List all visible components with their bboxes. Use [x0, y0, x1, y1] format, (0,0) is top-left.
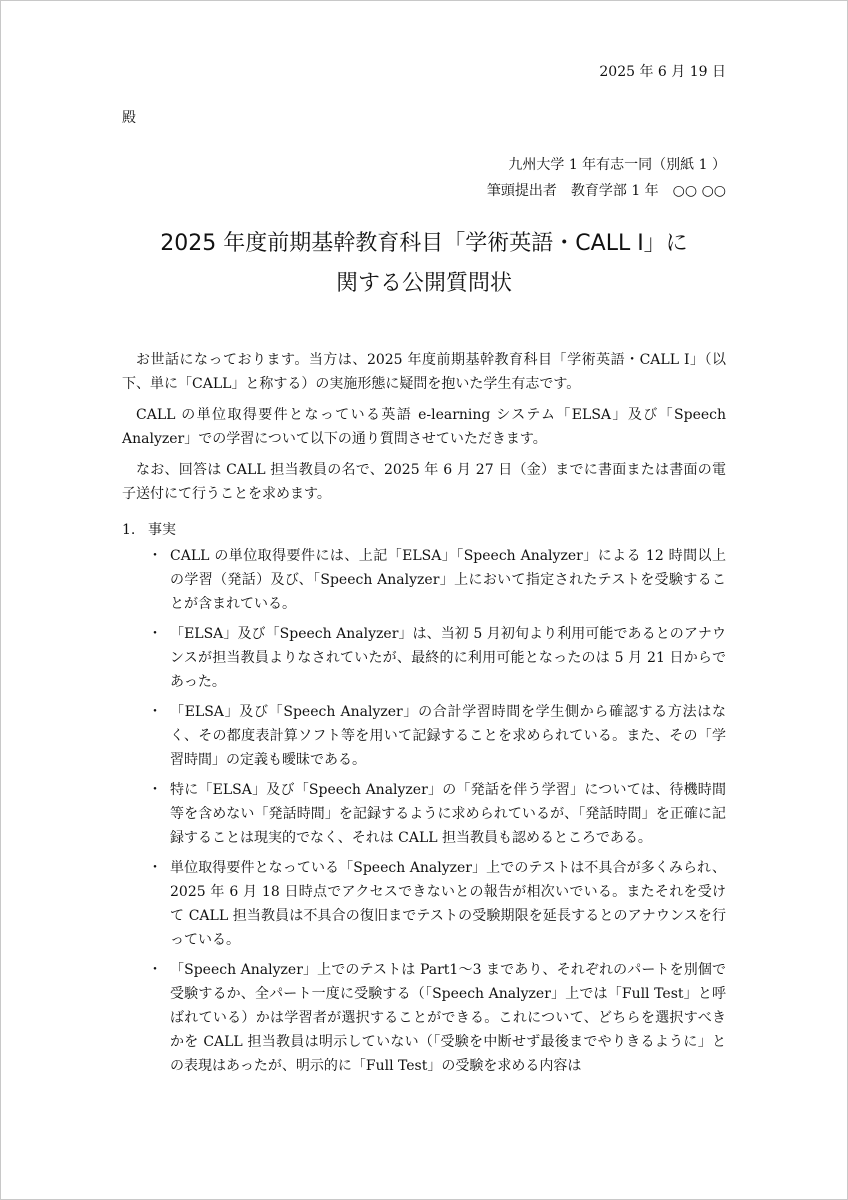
title-line-1: 2025 年度前期基幹教育科目「学術英語・CALL Ⅰ」に [160, 231, 688, 256]
section-number: 1. [122, 522, 136, 538]
document-date: 2025 年 6 月 19 日 [599, 64, 726, 80]
list-item [148, 856, 726, 952]
list-item [148, 778, 726, 850]
list-item-text: 単位取得要件となっている「Speech Analyzer」上でのテストは不具合が多くみられ、2025 年 6 月 18 日時点でアクセスできないとの報告が相次いでいる。またそれを受けて CALL 担当教員は不具合の復旧までテストの受験期限を延長するとのアナウンスを行っている。 [170, 860, 726, 948]
list-item-text: 「Speech Analyzer」上でのテストは Part1〜3 まであり、それぞれのパートを別個で受験するか、全パート一度に受験する（「Speech Analyzer」上では「Full Test」と呼ばれている）かは学習者が選択することができる。これについて、どちらを選択すべきかを CALL 担当教員は明示していない（「受験を中断せず最後までやりきるように」との表現はあったが、明示的に「Full Test」の受験を求める内容は [170, 962, 726, 1074]
list-item-text: 「ELSA」及び「Speech Analyzer」の合計学習時間を学生側から確認する方法はなく、その都度表計算ソフト等を用いて記録することを求められている。また、その「学習時間」の定義も曖昧である。 [170, 704, 726, 768]
document [122, 56, 726, 1084]
list-item [148, 544, 726, 616]
paragraph-intro: お世話になっております。当方は、2025 年度前期基幹教育科目「学術英語・CALL Ⅰ」（以下、単に「CALL」と称する）の実施形態に疑問を抱いた学生有志です。 [122, 352, 726, 392]
sender-representative: 筆頭提出者 教育学部 1 年 ○○ ○○ [486, 183, 726, 199]
list-item [148, 958, 726, 1078]
sender-group: 九州大学 1 年有志一同（別紙 1 ） [508, 157, 726, 173]
document-title [102, 224, 746, 304]
bullet-icon: ・ [148, 962, 162, 978]
list-item [148, 622, 726, 694]
bullet-icon: ・ [148, 704, 162, 720]
bullet-icon: ・ [148, 548, 162, 564]
paragraph-purpose: CALL の単位取得要件となっている英語 e-learning システム「ELSA」及び「Speech Analyzer」での学習について以下の通り質問させていただきます。 [122, 407, 726, 447]
bullet-icon: ・ [148, 782, 162, 798]
list-item [148, 700, 726, 772]
list-item-text: 「ELSA」及び「Speech Analyzer」は、当初 5 月初旬より利用可能であるとのアナウンスが担当教員よりなされていたが、最終的に利用可能となったのは 5 月 21 日からであった。 [170, 626, 726, 690]
fact-list [122, 544, 726, 1078]
bullet-icon: ・ [148, 860, 162, 876]
section-1-heading [122, 518, 726, 542]
list-item-text: CALL の単位取得要件には、上記「ELSA」「Speech Analyzer」による 12 時間以上の学習（発話）及び、「Speech Analyzer」上において指定されたテストを受験することが含まれている。 [170, 548, 726, 612]
list-item-text: 特に「ELSA」及び「Speech Analyzer」の「発話を伴う学習」については、待機時間等を含めない「発話時間」を記録するように求められているが、「発話時間」を正確に記録することは現実的でなく、それは CALL 担当教員も認めるところである。 [170, 782, 726, 846]
body-paragraphs [122, 348, 726, 506]
bullet-icon: ・ [148, 626, 162, 642]
section-title: 事実 [148, 522, 176, 538]
paragraph-deadline: なお、回答は CALL 担当教員の名で、2025 年 6 月 27 日（金）までに書面または書面の電子送付にて行うことを求めます。 [122, 462, 726, 502]
addressee: 殿 [122, 110, 136, 126]
sender-block [122, 152, 726, 204]
title-line-2: 関する公開質問状 [335, 271, 512, 296]
